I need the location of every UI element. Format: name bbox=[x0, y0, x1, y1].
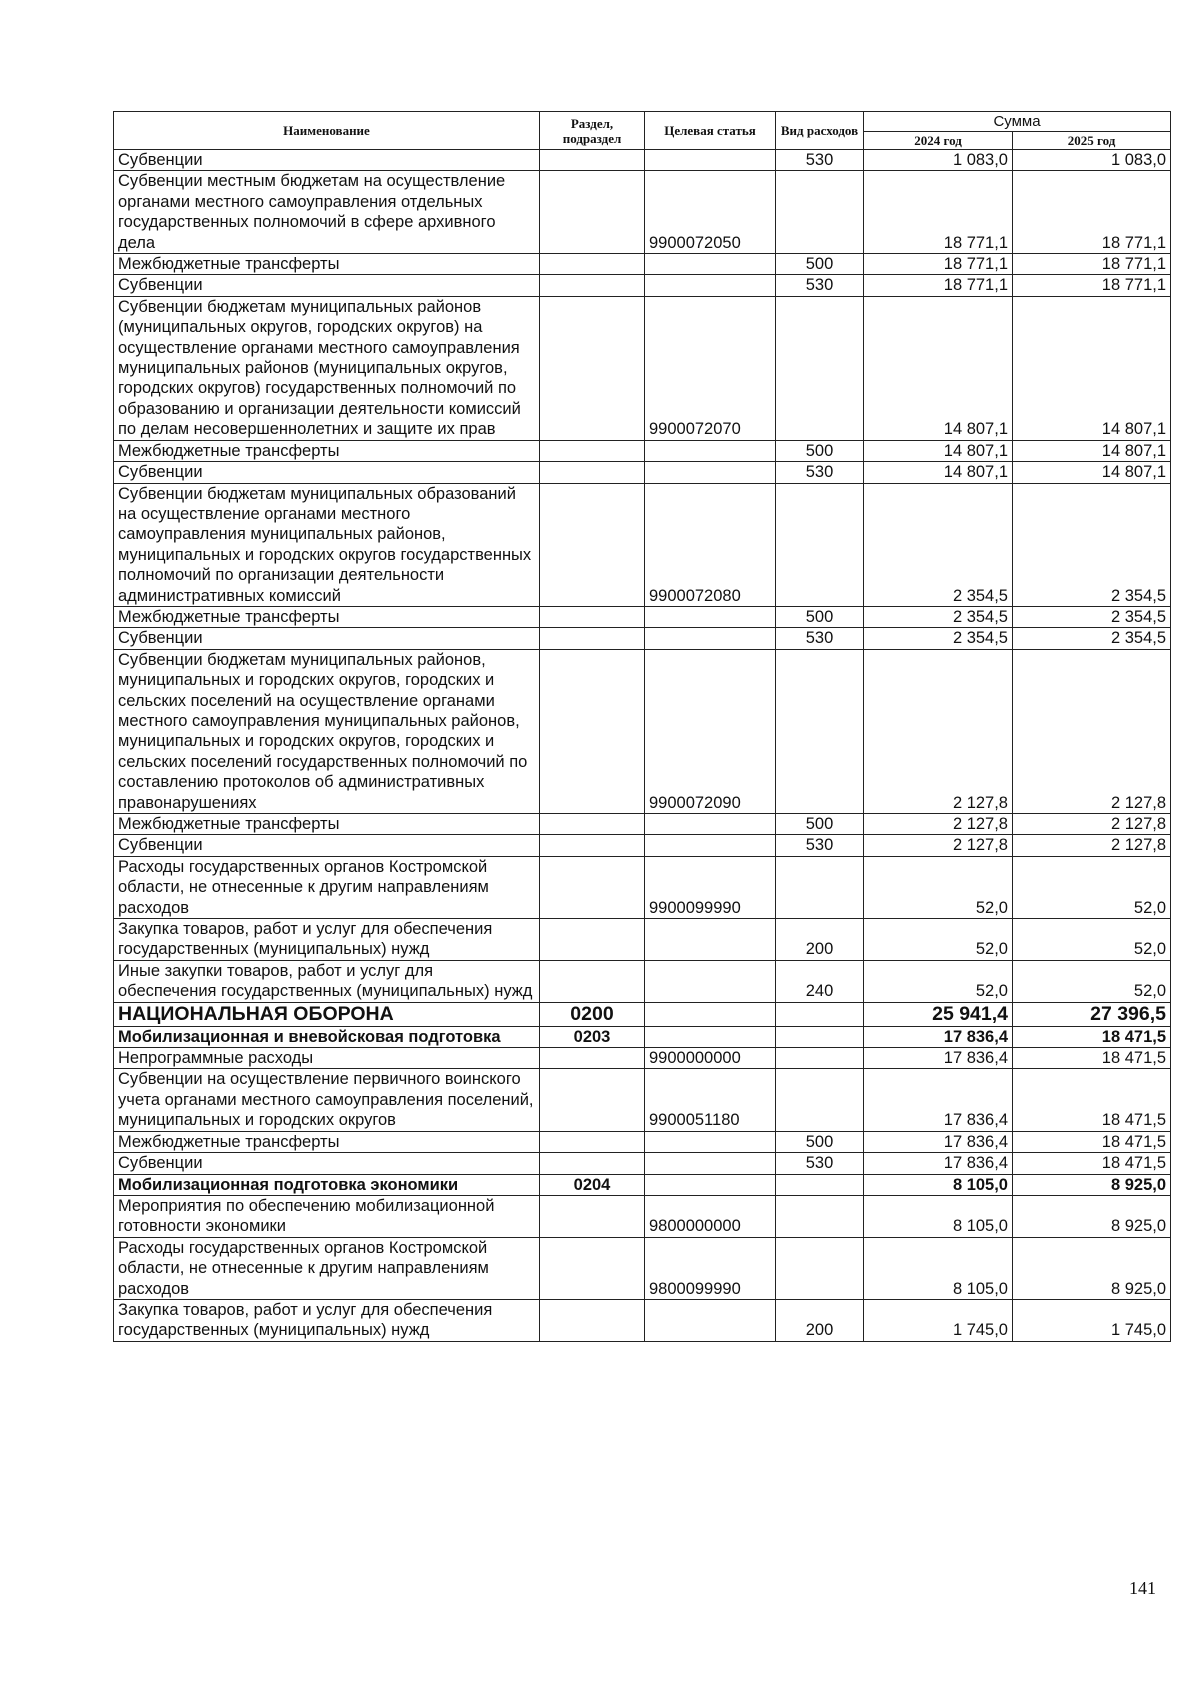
row-sum-2024: 18 771,1 bbox=[864, 171, 1013, 254]
row-section bbox=[540, 1048, 645, 1069]
row-name: Межбюджетные трансферты bbox=[114, 254, 540, 275]
row-name: Субвенции bbox=[114, 835, 540, 856]
row-section bbox=[540, 1131, 645, 1152]
row-section bbox=[540, 814, 645, 835]
row-sum-2025: 18 471,5 bbox=[1013, 1026, 1171, 1047]
row-sum-2024: 14 807,1 bbox=[864, 440, 1013, 461]
row-target bbox=[645, 150, 776, 171]
table-row bbox=[114, 814, 1171, 835]
row-section bbox=[540, 960, 645, 1002]
table-row bbox=[114, 296, 1171, 440]
row-section bbox=[540, 440, 645, 461]
row-section bbox=[540, 1237, 645, 1299]
row-sum-2024: 18 771,1 bbox=[864, 275, 1013, 296]
row-section bbox=[540, 606, 645, 627]
row-sum-2025: 52,0 bbox=[1013, 919, 1171, 961]
row-sum-2024: 52,0 bbox=[864, 919, 1013, 961]
row-sum-2024: 8 105,0 bbox=[864, 1237, 1013, 1299]
row-sum-2025: 2 354,5 bbox=[1013, 483, 1171, 606]
table-row bbox=[114, 1026, 1171, 1047]
row-name: Закупка товаров, работ и услуг для обеспечения государственных (муниципальных) нужд bbox=[114, 919, 540, 961]
row-name: Субвенции бюджетам муниципальных районов, муниципальных и городских округов, городских и сельских поселений на осуществление органами местного самоуправления муниципальных районов, муниципальных и городских округов, городских и сельских поселений государственных полномочий по составлению протоколов об административных правонарушениях bbox=[114, 649, 540, 813]
row-target bbox=[645, 606, 776, 627]
row-name: Субвенции на осуществление первичного воинского учета органами местного самоуправления поселений, муниципальных и городских округов bbox=[114, 1069, 540, 1131]
row-name: Иные закупки товаров, работ и услуг для обеспечения государственных (муниципальных) нужд bbox=[114, 960, 540, 1002]
row-kind bbox=[776, 1048, 864, 1069]
row-sum-2024: 17 836,4 bbox=[864, 1131, 1013, 1152]
row-kind bbox=[776, 171, 864, 254]
row-sum-2025: 2 354,5 bbox=[1013, 606, 1171, 627]
header-name: Наименование bbox=[114, 112, 540, 150]
row-sum-2025: 8 925,0 bbox=[1013, 1237, 1171, 1299]
row-sum-2024: 17 836,4 bbox=[864, 1069, 1013, 1131]
row-target bbox=[645, 919, 776, 961]
row-name: Субвенции bbox=[114, 275, 540, 296]
row-section bbox=[540, 254, 645, 275]
table-row bbox=[114, 1195, 1171, 1237]
row-name: Субвенции bbox=[114, 1153, 540, 1174]
row-section bbox=[540, 1069, 645, 1131]
row-target bbox=[645, 440, 776, 461]
row-section bbox=[540, 856, 645, 918]
row-target: 9900072090 bbox=[645, 649, 776, 813]
row-sum-2025: 14 807,1 bbox=[1013, 440, 1171, 461]
row-kind bbox=[776, 296, 864, 440]
table-row bbox=[114, 1237, 1171, 1299]
row-kind bbox=[776, 649, 864, 813]
row-target bbox=[645, 1002, 776, 1026]
header-kind: Вид расходов bbox=[776, 112, 864, 150]
row-sum-2025: 1 745,0 bbox=[1013, 1299, 1171, 1341]
table-row bbox=[114, 462, 1171, 483]
row-sum-2025: 18 471,5 bbox=[1013, 1069, 1171, 1131]
row-target bbox=[645, 835, 776, 856]
row-sum-2025: 18 471,5 bbox=[1013, 1153, 1171, 1174]
row-target bbox=[645, 275, 776, 296]
row-target: 9900072070 bbox=[645, 296, 776, 440]
table-body bbox=[114, 150, 1171, 1342]
row-target bbox=[645, 1131, 776, 1152]
table-row bbox=[114, 835, 1171, 856]
row-sum-2025: 8 925,0 bbox=[1013, 1195, 1171, 1237]
row-sum-2025: 52,0 bbox=[1013, 960, 1171, 1002]
row-kind bbox=[776, 856, 864, 918]
row-name: Межбюджетные трансферты bbox=[114, 606, 540, 627]
row-sum-2024: 25 941,4 bbox=[864, 1002, 1013, 1026]
row-target bbox=[645, 814, 776, 835]
row-sum-2024: 8 105,0 bbox=[864, 1195, 1013, 1237]
row-kind: 530 bbox=[776, 628, 864, 649]
row-name: Мероприятия по обеспечению мобилизационной готовности экономики bbox=[114, 1195, 540, 1237]
row-kind bbox=[776, 483, 864, 606]
row-section bbox=[540, 483, 645, 606]
row-sum-2024: 17 836,4 bbox=[864, 1153, 1013, 1174]
row-sum-2025: 8 925,0 bbox=[1013, 1174, 1171, 1195]
row-target: 9900000000 bbox=[645, 1048, 776, 1069]
table-row bbox=[114, 1002, 1171, 1026]
table-row bbox=[114, 1299, 1171, 1341]
row-name: Непрограммные расходы bbox=[114, 1048, 540, 1069]
header-year-2024: 2024 год bbox=[864, 132, 1013, 150]
table-row bbox=[114, 440, 1171, 461]
row-section bbox=[540, 150, 645, 171]
table-row bbox=[114, 1131, 1171, 1152]
row-target bbox=[645, 1026, 776, 1047]
row-section bbox=[540, 275, 645, 296]
row-kind: 500 bbox=[776, 1131, 864, 1152]
row-sum-2025: 2 354,5 bbox=[1013, 628, 1171, 649]
table-row bbox=[114, 1174, 1171, 1195]
row-kind: 500 bbox=[776, 606, 864, 627]
row-sum-2025: 18 471,5 bbox=[1013, 1131, 1171, 1152]
header-sum: Сумма bbox=[864, 112, 1171, 132]
row-sum-2025: 52,0 bbox=[1013, 856, 1171, 918]
row-kind: 530 bbox=[776, 275, 864, 296]
row-name: Закупка товаров, работ и услуг для обеспечения государственных (муниципальных) нужд bbox=[114, 1299, 540, 1341]
row-sum-2025: 18 771,1 bbox=[1013, 275, 1171, 296]
row-kind bbox=[776, 1195, 864, 1237]
row-sum-2025: 2 127,8 bbox=[1013, 649, 1171, 813]
row-name: Субвенции местным бюджетам на осуществление органами местного самоуправления отдельных государственных полномочий в сфере архивного дела bbox=[114, 171, 540, 254]
row-target: 9800099990 bbox=[645, 1237, 776, 1299]
row-section bbox=[540, 1153, 645, 1174]
page-number: 141 bbox=[1129, 1578, 1156, 1598]
row-sum-2025: 2 127,8 bbox=[1013, 814, 1171, 835]
row-section bbox=[540, 1195, 645, 1237]
row-kind bbox=[776, 1069, 864, 1131]
row-kind: 200 bbox=[776, 919, 864, 961]
row-section bbox=[540, 835, 645, 856]
table-row bbox=[114, 856, 1171, 918]
table-row bbox=[114, 919, 1171, 961]
table-row bbox=[114, 1153, 1171, 1174]
row-kind: 530 bbox=[776, 462, 864, 483]
row-kind bbox=[776, 1174, 864, 1195]
row-section: 0200 bbox=[540, 1002, 645, 1026]
row-sum-2025: 14 807,1 bbox=[1013, 296, 1171, 440]
row-target: 9900072050 bbox=[645, 171, 776, 254]
row-section bbox=[540, 171, 645, 254]
row-kind: 530 bbox=[776, 835, 864, 856]
row-sum-2024: 2 127,8 bbox=[864, 814, 1013, 835]
row-target bbox=[645, 1174, 776, 1195]
row-name: Межбюджетные трансферты bbox=[114, 440, 540, 461]
table-row bbox=[114, 275, 1171, 296]
row-sum-2025: 18 471,5 bbox=[1013, 1048, 1171, 1069]
header-target: Целевая статья bbox=[645, 112, 776, 150]
row-section bbox=[540, 649, 645, 813]
table-row bbox=[114, 483, 1171, 606]
row-kind: 530 bbox=[776, 1153, 864, 1174]
row-kind: 240 bbox=[776, 960, 864, 1002]
row-sum-2024: 17 836,4 bbox=[864, 1048, 1013, 1069]
row-target: 9900099990 bbox=[645, 856, 776, 918]
row-sum-2024: 14 807,1 bbox=[864, 296, 1013, 440]
row-sum-2024: 52,0 bbox=[864, 960, 1013, 1002]
row-kind: 200 bbox=[776, 1299, 864, 1341]
table-row bbox=[114, 254, 1171, 275]
row-kind bbox=[776, 1026, 864, 1047]
row-name: Субвенции bbox=[114, 150, 540, 171]
row-kind bbox=[776, 1237, 864, 1299]
row-kind: 500 bbox=[776, 814, 864, 835]
row-name: НАЦИОНАЛЬНАЯ ОБОРОНА bbox=[114, 1002, 540, 1026]
row-section bbox=[540, 919, 645, 961]
row-kind: 500 bbox=[776, 440, 864, 461]
row-sum-2024: 17 836,4 bbox=[864, 1026, 1013, 1047]
table-header bbox=[114, 112, 1171, 150]
row-sum-2024: 2 127,8 bbox=[864, 649, 1013, 813]
row-target bbox=[645, 254, 776, 275]
row-section: 0203 bbox=[540, 1026, 645, 1047]
row-target: 9800000000 bbox=[645, 1195, 776, 1237]
row-target bbox=[645, 1299, 776, 1341]
row-kind: 530 bbox=[776, 150, 864, 171]
row-name: Субвенции bbox=[114, 628, 540, 649]
row-target: 9900072080 bbox=[645, 483, 776, 606]
row-name: Мобилизационная подготовка экономики bbox=[114, 1174, 540, 1195]
row-sum-2024: 2 127,8 bbox=[864, 835, 1013, 856]
row-section bbox=[540, 1299, 645, 1341]
row-name: Расходы государственных органов Костромской области, не отнесенные к другим направлениям расходов bbox=[114, 1237, 540, 1299]
row-target: 9900051180 bbox=[645, 1069, 776, 1131]
row-name: Межбюджетные трансферты bbox=[114, 1131, 540, 1152]
header-year-2025: 2025 год bbox=[1013, 132, 1171, 150]
table-row bbox=[114, 606, 1171, 627]
table-row bbox=[114, 150, 1171, 171]
header-section: Раздел, подраздел bbox=[540, 112, 645, 150]
row-sum-2024: 2 354,5 bbox=[864, 483, 1013, 606]
row-sum-2024: 14 807,1 bbox=[864, 462, 1013, 483]
row-sum-2025: 2 127,8 bbox=[1013, 835, 1171, 856]
row-sum-2024: 2 354,5 bbox=[864, 606, 1013, 627]
budget-table bbox=[113, 111, 1171, 1342]
row-kind: 500 bbox=[776, 254, 864, 275]
table-row bbox=[114, 171, 1171, 254]
row-sum-2024: 18 771,1 bbox=[864, 254, 1013, 275]
row-sum-2025: 27 396,5 bbox=[1013, 1002, 1171, 1026]
table-row bbox=[114, 1048, 1171, 1069]
row-name: Субвенции bbox=[114, 462, 540, 483]
row-sum-2025: 14 807,1 bbox=[1013, 462, 1171, 483]
row-section bbox=[540, 628, 645, 649]
row-sum-2024: 8 105,0 bbox=[864, 1174, 1013, 1195]
row-sum-2025: 18 771,1 bbox=[1013, 171, 1171, 254]
row-name: Субвенции бюджетам муниципальных образований на осуществление органами местного самоуправления муниципальных районов, муниципальных и городских округов государственных полномочий по организации деятельности административных комиссий bbox=[114, 483, 540, 606]
row-name: Межбюджетные трансферты bbox=[114, 814, 540, 835]
row-target bbox=[645, 1153, 776, 1174]
row-sum-2024: 52,0 bbox=[864, 856, 1013, 918]
row-sum-2025: 1 083,0 bbox=[1013, 150, 1171, 171]
row-name: Мобилизационная и вневойсковая подготовка bbox=[114, 1026, 540, 1047]
row-sum-2025: 18 771,1 bbox=[1013, 254, 1171, 275]
row-section: 0204 bbox=[540, 1174, 645, 1195]
row-section bbox=[540, 462, 645, 483]
row-target bbox=[645, 462, 776, 483]
row-sum-2024: 2 354,5 bbox=[864, 628, 1013, 649]
table-row bbox=[114, 960, 1171, 1002]
table-row bbox=[114, 1069, 1171, 1131]
table-row bbox=[114, 649, 1171, 813]
row-sum-2024: 1 083,0 bbox=[864, 150, 1013, 171]
row-target bbox=[645, 960, 776, 1002]
table-row bbox=[114, 628, 1171, 649]
row-target bbox=[645, 628, 776, 649]
row-section bbox=[540, 296, 645, 440]
row-name: Расходы государственных органов Костромской области, не отнесенные к другим направлениям расходов bbox=[114, 856, 540, 918]
row-kind bbox=[776, 1002, 864, 1026]
row-sum-2024: 1 745,0 bbox=[864, 1299, 1013, 1341]
row-name: Субвенции бюджетам муниципальных районов (муниципальных округов, городских округов) на осуществление органами местного самоуправления муниципальных районов (муниципальных округов, городских округов) государственных полномочий по образованию и организации деятельности комиссий по делам несовершеннолетних и защите их прав bbox=[114, 296, 540, 440]
